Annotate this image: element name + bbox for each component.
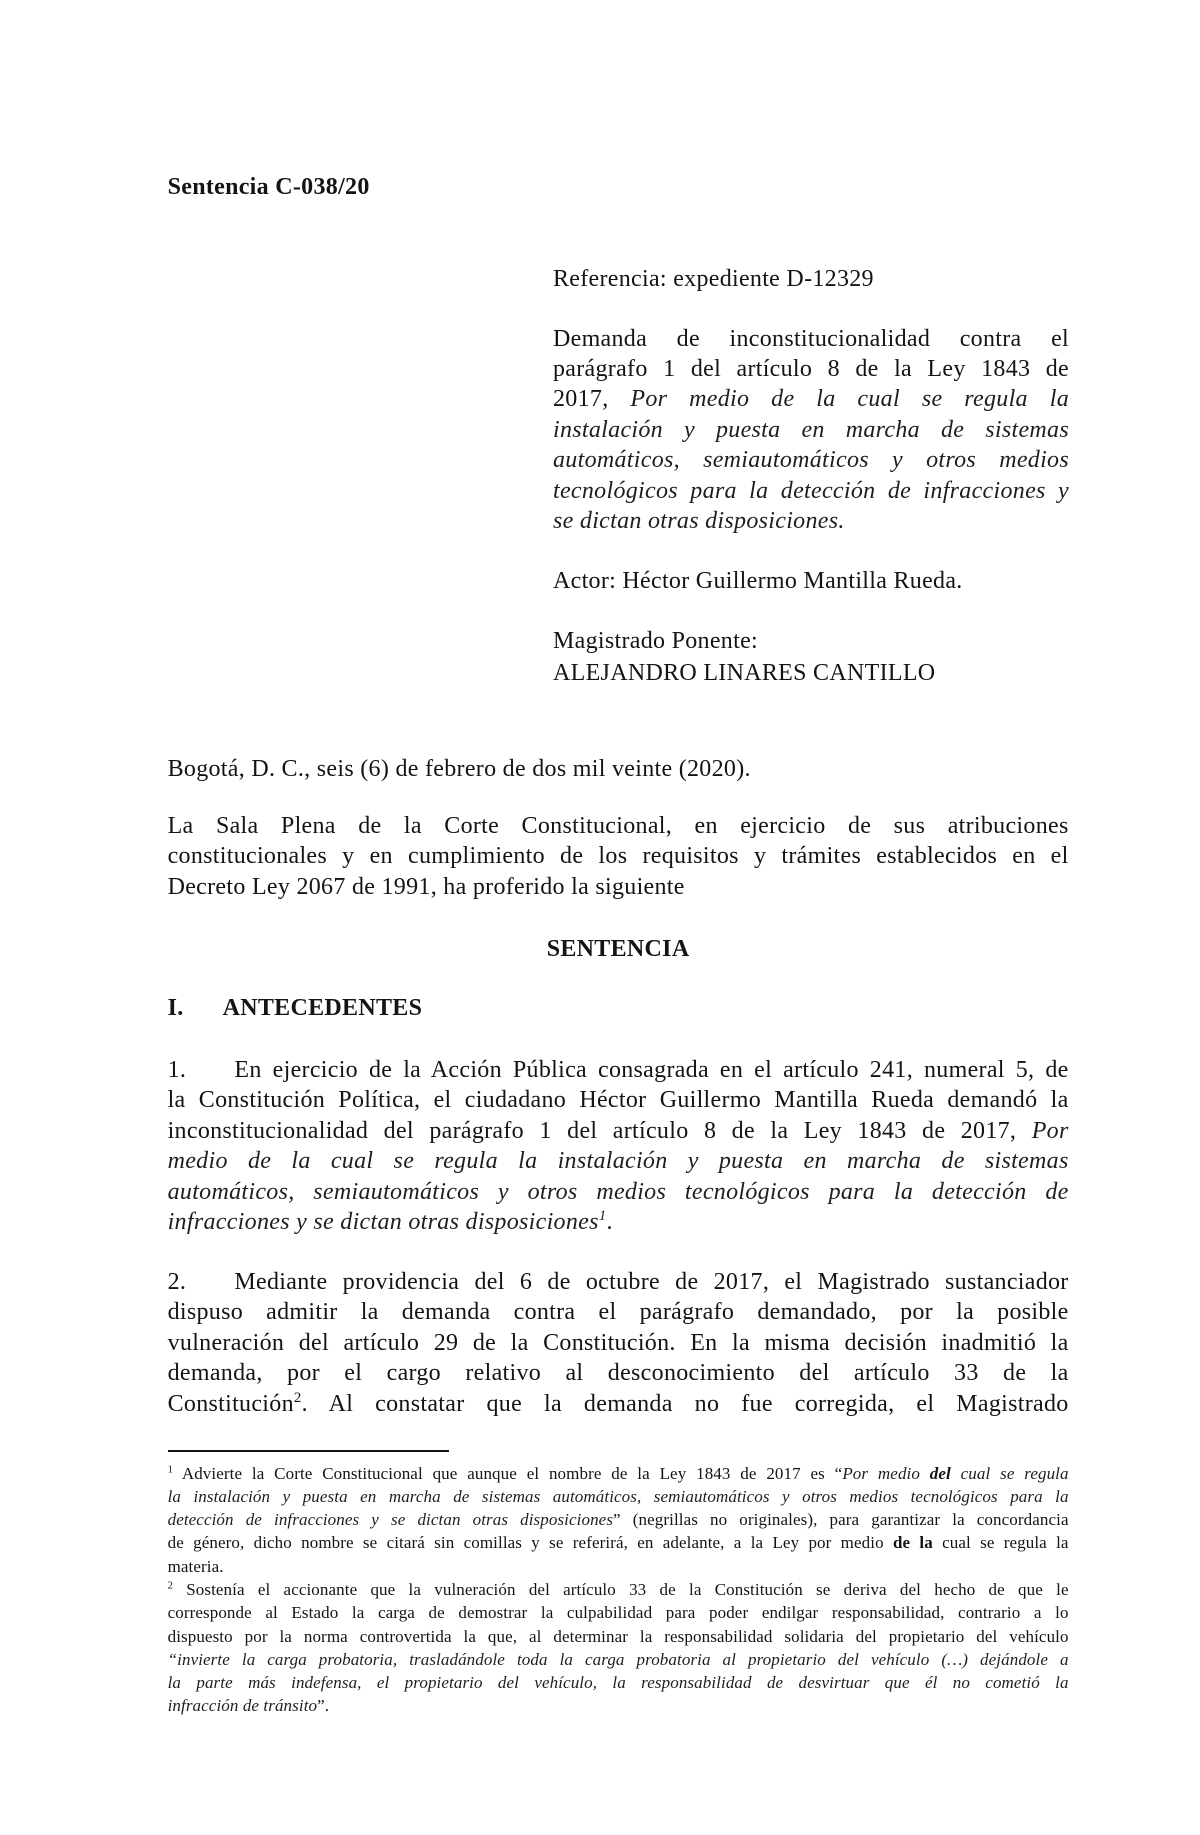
paragraph-number: 1. <box>167 1057 187 1083</box>
emphasis-bold-italic: del <box>929 1463 951 1483</box>
law-title-italic: infracciones y se dictan otras disposiciones <box>167 1209 599 1236</box>
footnote-ref[interactable]: 2 <box>293 1389 302 1406</box>
section-number: I. <box>167 994 184 1021</box>
paragraph-line: automáticos, semiautomáticos y otros medios tecnológicos para la detección de <box>167 1178 1069 1205</box>
reference-demanda-line: Demanda de inconstitucionalidad contra el <box>553 325 1069 352</box>
footnote-line: materia. <box>167 1556 224 1576</box>
date-line: Bogotá, D. C., seis (6) de febrero de dos mil veinte (2020). <box>167 755 751 782</box>
paragraph-line <box>168 1116 1069 1146</box>
law-title-italic: detección de infracciones y se dictan otras disposiciones <box>167 1510 614 1530</box>
footnote-line <box>168 1578 1069 1601</box>
reference-demanda-line <box>553 384 1069 414</box>
paragraph-line <box>168 1207 1069 1237</box>
paragraph-line: demanda, por el cargo relativo al desconocimiento del artículo 33 de la <box>167 1360 1069 1387</box>
paragraph-text: . <box>606 1209 613 1236</box>
footnote-text: cual se regula la <box>932 1533 1069 1553</box>
document-title: Sentencia C-038/20 <box>167 174 370 200</box>
reference-actor: Actor: Héctor Guillermo Mantilla Rueda. <box>553 568 963 594</box>
paragraph-text: Constitución <box>167 1390 294 1417</box>
footnote-line: “invierte la carga probatoria, trasladándole toda la carga probatoria al propietario del vehículo (…) dejándole a <box>167 1649 1069 1669</box>
paragraph-line: medio de la cual se regula la instalación y puesta en marcha de sistemas <box>167 1148 1069 1175</box>
reference-demanda-line: instalación y puesta en marcha de sistemas <box>553 416 1069 443</box>
intro-line: La Sala Plena de la Corte Constitucional, en ejercicio de sus atribuciones <box>167 813 1069 839</box>
footnote-line <box>168 1531 1069 1554</box>
footnote-line <box>168 1462 1069 1485</box>
paragraph-line <box>168 1389 1069 1419</box>
paragraph-line: En ejercicio de la Acción Pública consagrada en el artículo 241, numeral 5, de <box>234 1057 1069 1083</box>
reference-demanda <box>553 324 1069 537</box>
reference-demanda-line: automáticos, semiautomáticos y otros medios <box>553 447 1069 474</box>
footnote-text: de género, dicho nombre se citará sin comillas y se referirá, en adelante, a la Ley por medio <box>167 1533 893 1553</box>
reference-demanda-line: se dictan otras disposiciones. <box>553 508 845 535</box>
section-heading <box>168 993 1069 1023</box>
paragraph-1 <box>168 1055 1069 1238</box>
paragraph-text: . Al constatar que la demanda no fue corregida, el Magistrado <box>301 1390 1069 1417</box>
footnote-ref[interactable]: 1 <box>598 1208 607 1225</box>
footnote-line: la parte más indefensa, el propietario del vehículo, la responsabilidad de desvirtuar que él no cometió la <box>167 1673 1069 1693</box>
ponente-name: ALEJANDRO LINARES CANTILLO <box>553 659 936 686</box>
law-title-italic: Por medio de la cual se regula la <box>630 386 1069 413</box>
footnote-marker: 2 <box>167 1580 173 1592</box>
footnote-line <box>168 1694 1069 1717</box>
quote-italic: infracción de tránsito <box>167 1696 318 1716</box>
reference-demanda-line: tecnológicos para la detección de infracciones y <box>553 477 1069 504</box>
paragraph-line: dispuso admitir la demanda contra el parágrafo demandado, por la posible <box>167 1299 1069 1326</box>
paragraph-2 <box>168 1267 1069 1419</box>
footnote-text: ”. <box>317 1696 330 1716</box>
footnote-line <box>168 1508 1069 1531</box>
paragraph-number: 2. <box>167 1269 187 1295</box>
footnote-marker: 1 <box>167 1463 173 1475</box>
intro-line: constitucionales y en cumplimiento de los requisitos y trámites establecidos en el <box>167 843 1069 870</box>
paragraph-text: inconstitucionalidad del parágrafo 1 del artículo 8 de la Ley 1843 de 2017, <box>167 1117 1032 1144</box>
law-title-italic: cual se regula <box>950 1463 1069 1483</box>
reference-expediente: Referencia: expediente D-12329 <box>553 266 874 292</box>
footnote-line: corresponde al Estado la carga de demostrar la culpabilidad para poder endilgar responsabilidad, contrario a lo <box>167 1603 1069 1623</box>
law-year-text: 2017, <box>553 386 631 413</box>
paragraph-line: Mediante providencia del 6 de octubre de 2017, el Magistrado sustanciador <box>234 1269 1069 1295</box>
paragraph-line: vulneración del artículo 29 de la Constitución. En la misma decisión inadmitió la <box>167 1329 1069 1356</box>
footnotes <box>168 1462 1069 1718</box>
intro-line: Decreto Ley 2067 de 1991, ha proferido la siguiente <box>167 873 685 900</box>
law-title-italic: Por medio <box>842 1463 930 1483</box>
reference-demanda-line: parágrafo 1 del artículo 8 de la Ley 1843 de <box>553 355 1069 382</box>
ponente-label: Magistrado Ponente: <box>553 628 759 654</box>
emphasis-bold: de la <box>892 1533 933 1553</box>
law-title-italic: Por <box>1031 1117 1069 1144</box>
intro-paragraph <box>168 811 1069 902</box>
footnote-text: Advierte la Corte Constitucional que aunque el nombre de la Ley 1843 de 2017 es “ <box>172 1463 843 1483</box>
footnote-line: la instalación y puesta en marcha de sistemas automáticos, semiautomáticos y otros medios tecnológicos para la <box>167 1486 1069 1506</box>
footnote-text: Sostenía el accionante que la vulneración del artículo 33 de la Constitución se deriva del hecho de que le <box>172 1579 1069 1599</box>
footnote-separator <box>168 1450 449 1452</box>
section-title: ANTECEDENTES <box>222 994 423 1021</box>
sentencia-heading: SENTENCIA <box>546 936 690 962</box>
footnote-text: ” (negrillas no originales), para garantizar la concordancia <box>613 1510 1069 1530</box>
footnote-line: dispuesto por la norma controvertida la que, al determinar la responsabilidad solidaria del propietario del vehículo <box>167 1626 1069 1646</box>
paragraph-line: la Constitución Política, el ciudadano Héctor Guillermo Mantilla Rueda demandó la <box>167 1087 1069 1114</box>
